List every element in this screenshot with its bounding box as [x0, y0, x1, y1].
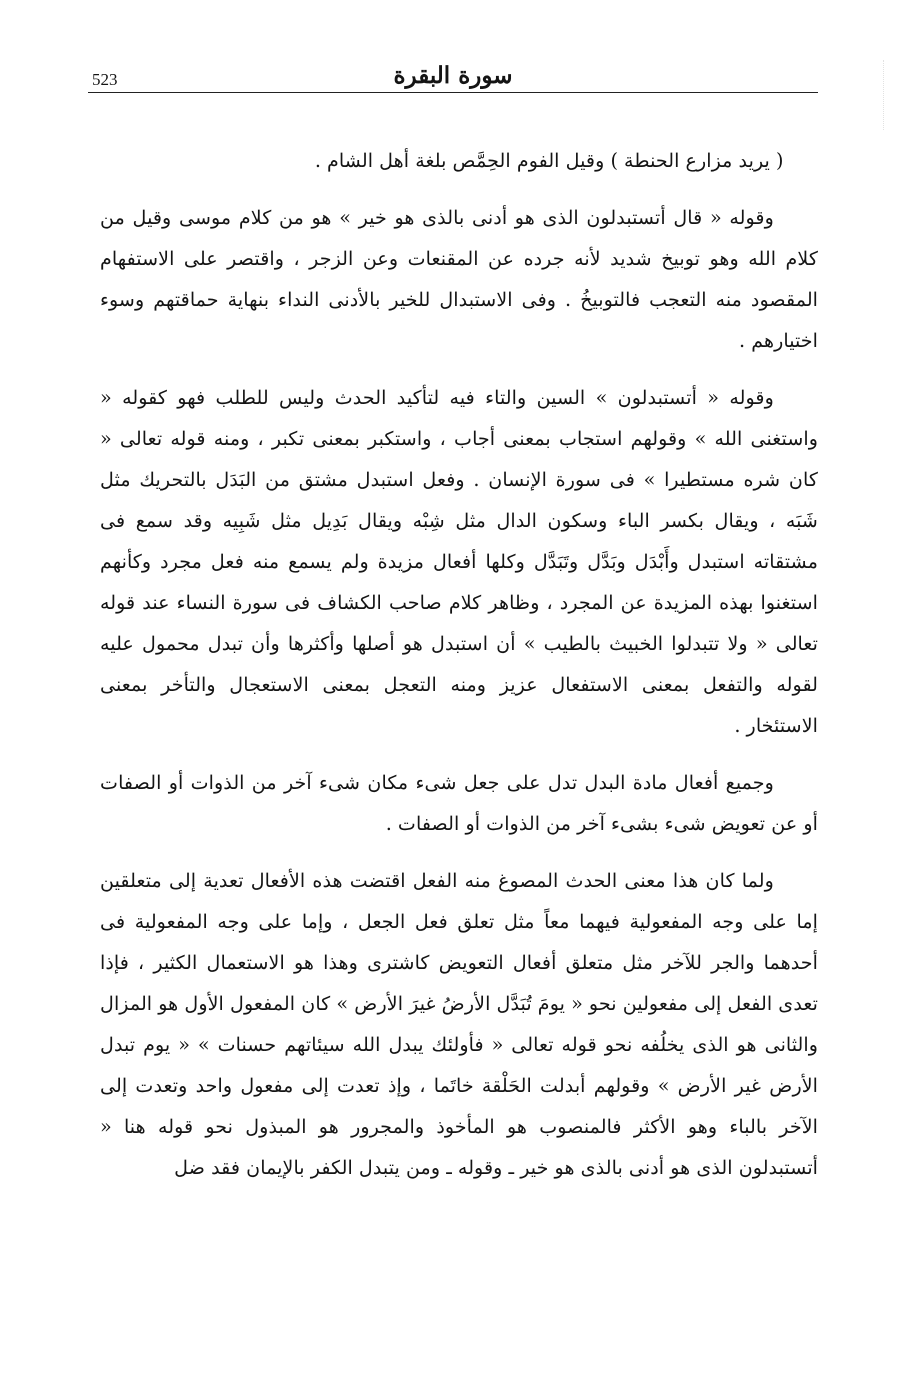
scan-edge-mark: [883, 60, 892, 130]
page-body: [100, 140, 818, 1188]
page-header: [88, 52, 818, 93]
page-number: 523: [92, 70, 118, 89]
running-title: سورة البقرة: [393, 62, 513, 89]
paragraph: وجميع أفعال مادة البدل تدل على جعل شىء مكان شىء آخر من الذوات أو الصفات أو عن تعويض شىء بشىء آخر من الذوات أو الصفات .: [100, 771, 818, 835]
paragraph: ولما كان هذا معنى الحدث المصوغ منه الفعل اقتضت هذه الأفعال تعدية إلى متعلقين إما على وجه المفعولية فيهما معاً مثل تعلق فعل الجعل ، وإما على وجه المفعولية فى أحدهما والجر للآخر مثل متعلق أفعال التعويض كاشترى وهذا هو الاستعمال الكثير ، فإذا تعدى الفعل إلى مفعولين نحو « يومَ تُبَدَّل الأرضُ غيرَ الأرض » كان المفعول الأول هو المزال والثانى هو الذى يخلُفه نحو قوله تعالى « فأولئك يبدل الله سيئاتهم حسنات » « يوم تبدل الأرض غير الأرض » وقولهم أبدلت الحَلْقة خاتَما ، وإذ تعدت إلى مفعول واحد وتعدت إلى الآخر بالباء وهو الأكثر فالمنصوب هو المأخوذ والمجرور هو المبذول نحو قوله هنا « أتستبدلون الذى هو أدنى بالذى هو خير ـ وقوله ـ ومن يتبدل الكفر بالإيمان فقد ضل: [100, 869, 818, 1179]
paragraph: ( يريد مزارع الحنطة ) وقيل الفوم الحِمَّص بلغة أهل الشام .: [314, 149, 784, 172]
paragraph: وقوله « أتستبدلون » السين والتاء فيه لتأكيد الحدث وليس للطلب فهو كقوله « واستغنى الله » وقولهم استجاب بمعنى أجاب ، واستكبر بمعنى تكبر ، ومنه قوله تعالى « كان شره مستطيرا » فى سورة الإنسان . وفعل استبدل مشتق من البَدَل بالتحريك مثل شَبَه ، ويقال بكسر الباء وسكون الدال مثل شِبْه ويقال بَدِيل مثل شَبِيه وقد سمع فى مشتقاته استبدل وأَبْدَل وبَدَّل وتَبَدَّل وكلها أفعال مزيدة ولم يسمع منه فعل مجرد وكأنهم استغنوا بهذه المزيدة عن المجرد ، وظاهر كلام صاحب الكشاف فى سورة النساء عند قوله تعالى « ولا تتبدلوا الخبيث بالطيب » أن استبدل هو أصلها وأكثرها وأن تبدل محمول عليه لقوله والتفعل بمعنى الاستفعال عزيز ومنه التعجل بمعنى الاستعجال والتأخر بمعنى الاستئخار .: [100, 386, 819, 737]
paragraph: وقوله « قال أتستبدلون الذى هو أدنى بالذى هو خير » هو من كلام موسى وقيل من كلام الله وهو توبيخ شديد لأنه جرده عن المقنعات وعن الزجر ، واقتصر على الاستفهام المقصود منه التعجب فالتوبيخُ . وفى الاستبدال للخير بالأدنى النداء بنهاية حماقتهم وسوء اختيارهم .: [100, 206, 818, 352]
